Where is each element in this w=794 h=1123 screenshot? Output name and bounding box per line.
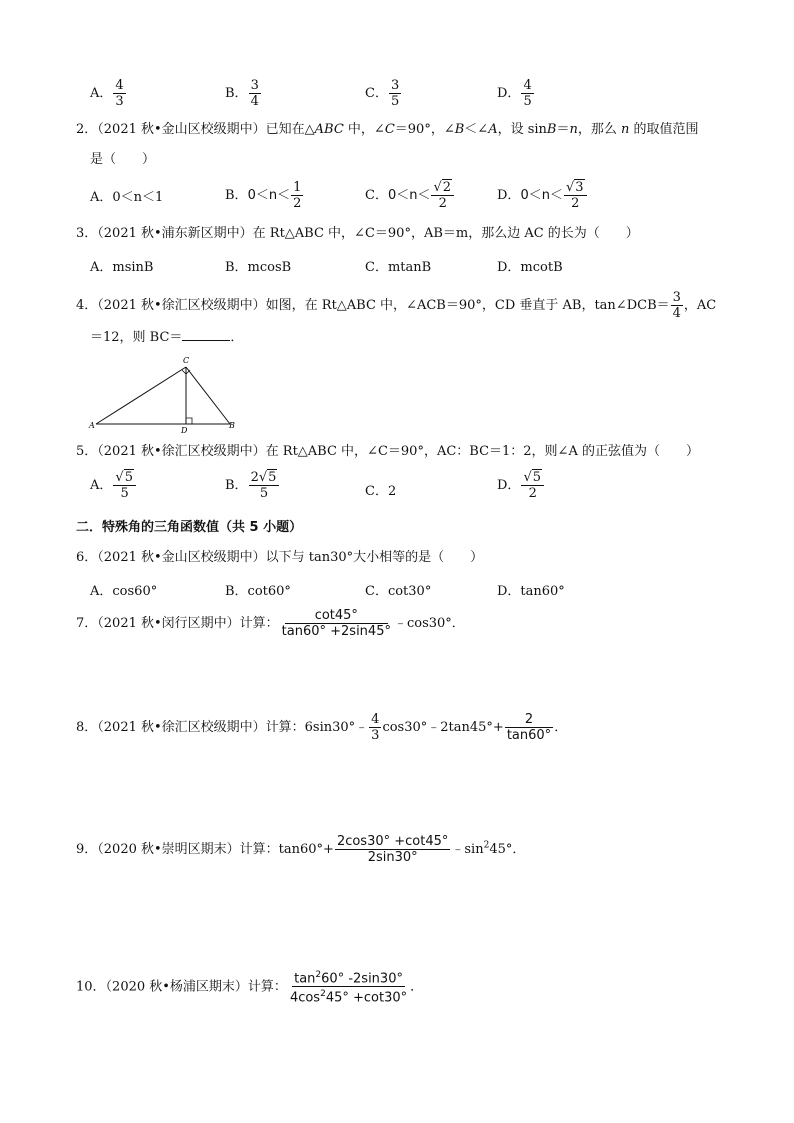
question-8-stem [76, 712, 567, 743]
q3-option-a: A．msinB [90, 260, 154, 275]
q4-text: ＝12，则 BC＝ [90, 330, 183, 345]
coefficient: 2 [250, 470, 259, 485]
q9-text: 9．（2020 秋•崇明区期末）计算：tan60°+ [76, 842, 334, 857]
question-2-stem-line2: 是（ ） [90, 152, 156, 167]
q2-text: 2．（2021 秋•金山区校级期中）已知在△ [76, 122, 315, 137]
q8-text: ． [554, 720, 568, 735]
q4-text: ． [230, 330, 244, 345]
q2-text: ＝90°，∠ [394, 122, 455, 137]
question-7-stem [76, 608, 465, 639]
option-label: D． [497, 86, 521, 101]
denominator: 2sin30° [367, 850, 418, 865]
label-a: A [89, 421, 95, 430]
numerator: 3 [250, 78, 259, 93]
den-part: 4cos [289, 990, 321, 1006]
denominator: 2 [293, 196, 302, 211]
q2-var: A [488, 122, 498, 137]
exponent: 2 [315, 970, 322, 980]
inequality: 0＜n＜ [520, 188, 563, 203]
fraction [369, 712, 381, 743]
numerator [521, 470, 544, 486]
fraction [521, 78, 533, 109]
triangle-figure [88, 354, 238, 434]
option-label: C． [365, 188, 388, 203]
fraction [389, 78, 401, 109]
question-3-stem: 3．（2021 秋•浦东新区期中）在 Rt△ABC 中，∠C＝90°，AB＝m，那么边 AC 的长为（ ） [76, 226, 639, 241]
denominator: 5 [390, 94, 400, 109]
label-c: C [183, 356, 190, 365]
fraction [113, 470, 136, 501]
question-9-stem [76, 834, 525, 865]
q5-option-a [90, 470, 137, 501]
fraction [505, 712, 553, 743]
option-label: B． [225, 188, 248, 203]
fraction [564, 180, 587, 211]
q2-var: n [569, 122, 578, 137]
denominator: 2 [438, 196, 447, 211]
radicand: 5 [268, 470, 277, 485]
fraction [249, 470, 280, 501]
q5-option-d [497, 470, 545, 501]
option-label: A． [90, 478, 113, 493]
section-heading: 二．特殊角的三角函数值（共 5 小题） [76, 520, 303, 535]
numerator: cot45° [285, 608, 388, 624]
radicand: 3 [575, 180, 584, 195]
q4-figure [88, 354, 238, 434]
sqrt-symbol: √2 [433, 180, 452, 195]
q2-text: ＜∠ [464, 122, 489, 137]
exponent: 2 [320, 989, 326, 1000]
q1-option-c [365, 78, 402, 109]
question-2-stem [76, 120, 699, 140]
numerator: 2cos30° +cot45° [336, 834, 449, 849]
den-part: 45° +cot30° [325, 990, 408, 1006]
q2-option-c [365, 180, 455, 211]
sqrt-symbol: √5 [523, 470, 542, 485]
fraction [249, 78, 261, 109]
fraction [431, 180, 454, 211]
denominator: 3 [371, 728, 380, 743]
numerator [564, 180, 587, 196]
q8-text: cos30°﹣2tan45°+ [382, 720, 504, 735]
option-label: D． [497, 478, 521, 493]
q2-var: C [384, 122, 395, 137]
question-4-stem [76, 290, 716, 321]
q2-text: 的取值范围 [629, 122, 699, 137]
q1-option-a [90, 78, 127, 109]
denominator: tan60° +2sin45° [281, 624, 391, 639]
option-label: B． [225, 478, 248, 493]
numerator: 2 [505, 712, 553, 728]
q7-text: 7．（2021 秋•闵行区期中）计算： [76, 616, 279, 631]
q2-text: ，设 sin [497, 122, 547, 137]
question-6-stem: 6．（2021 秋•金山区校级期中）以下与 tan30°大小相等的是（ ） [76, 550, 484, 565]
option-label: C． [365, 86, 388, 101]
denominator [288, 987, 409, 1005]
numerator: 4 [371, 712, 380, 727]
num-part: tan [294, 971, 316, 987]
q8-text: 8．（2021 秋•徐汇区校级期中）计算：6sin30°﹣ [76, 720, 369, 735]
answer-blank[interactable] [182, 328, 230, 341]
q6-option-c: C．cot30° [365, 584, 432, 599]
question-5-stem: 5．（2021 秋•徐汇区校级期中）在 Rt△ABC 中，∠C＝90°，AC：BC＝1：2，则∠A 的正弦值为（ ） [76, 444, 699, 459]
num-part: 60° -2sin30° [321, 971, 403, 987]
q2-text: ＝ [556, 122, 570, 137]
option-label: B． [225, 86, 248, 101]
q10-text: ． [410, 979, 424, 995]
q6-option-a: A．cos60° [90, 584, 158, 599]
fraction [280, 608, 393, 639]
fraction [671, 290, 683, 321]
option-label: A． [90, 86, 113, 101]
q1-option-b [225, 78, 262, 109]
numerator [431, 180, 454, 196]
numerator [113, 470, 136, 486]
denominator: 5 [259, 486, 269, 501]
denominator: 4 [250, 94, 259, 109]
q9-text: 45°． [489, 842, 526, 857]
fraction [291, 180, 303, 211]
radicand: 5 [124, 470, 133, 485]
fraction [288, 968, 409, 1006]
exponent: 2 [483, 840, 490, 851]
denominator: 2 [571, 196, 580, 211]
denominator: 5 [120, 486, 129, 501]
fraction [335, 834, 450, 865]
question-4-stem-line2 [90, 328, 243, 348]
q2-text: 中，∠ [343, 122, 385, 137]
q2-var: ABC [314, 122, 344, 137]
q2-var: B [546, 122, 557, 137]
q6-option-d: D．tan60° [497, 584, 565, 599]
q4-text: ，AC [683, 298, 717, 313]
q3-option-c: C．mtanB [365, 260, 432, 275]
numerator [292, 968, 405, 987]
radicand: 2 [442, 180, 452, 195]
q2-text: ，那么 [577, 122, 622, 137]
numerator: 4 [523, 78, 532, 93]
denominator: 4 [672, 306, 681, 321]
fraction [113, 78, 125, 109]
q3-option-b: B．mcosB [225, 260, 292, 275]
q2-var: n [621, 122, 630, 137]
q1-option-d [497, 78, 535, 109]
sqrt-symbol: √5 [115, 470, 133, 485]
numerator: 1 [293, 180, 302, 195]
denominator: 5 [523, 94, 532, 109]
q2-option-d [497, 180, 588, 211]
denominator: tan60° [506, 728, 552, 743]
inequality: 0＜n＜ [247, 188, 291, 203]
inequality: 0＜n＜ [387, 188, 431, 203]
q7-text: ﹣cos30°． [393, 616, 465, 631]
q5-option-c: C．2 [365, 484, 397, 499]
numerator [249, 470, 280, 486]
q6-option-b: B．cot60° [225, 584, 291, 599]
numerator: 4 [115, 78, 124, 93]
q3-option-d: D．mcotB [497, 260, 563, 275]
denominator: 2 [528, 486, 537, 501]
denominator: 3 [115, 94, 124, 109]
q9-text: ﹣sin [451, 842, 484, 857]
option-label: D． [497, 188, 521, 203]
q5-option-b [225, 470, 280, 501]
label-d: D [181, 426, 188, 434]
q2-option-a: A．0＜n＜1 [90, 190, 164, 205]
sqrt-symbol: √5 [258, 470, 277, 485]
question-10-stem [76, 968, 423, 1006]
radicand: 5 [532, 470, 542, 485]
q2-var: B [454, 122, 465, 137]
q2-option-b [225, 180, 304, 211]
sqrt-symbol: √3 [565, 180, 584, 195]
fraction [521, 470, 544, 501]
numerator: 3 [672, 290, 681, 305]
numerator: 3 [390, 78, 400, 93]
q10-text: 10．（2020 秋•杨浦区期末）计算： [76, 979, 287, 995]
label-b: B [229, 421, 235, 430]
q4-text: 4．（2021 秋•徐汇区校级期中）如图，在 Rt△ABC 中，∠ACB＝90°，CD 垂直于 AB，tan∠DCB＝ [76, 298, 670, 313]
